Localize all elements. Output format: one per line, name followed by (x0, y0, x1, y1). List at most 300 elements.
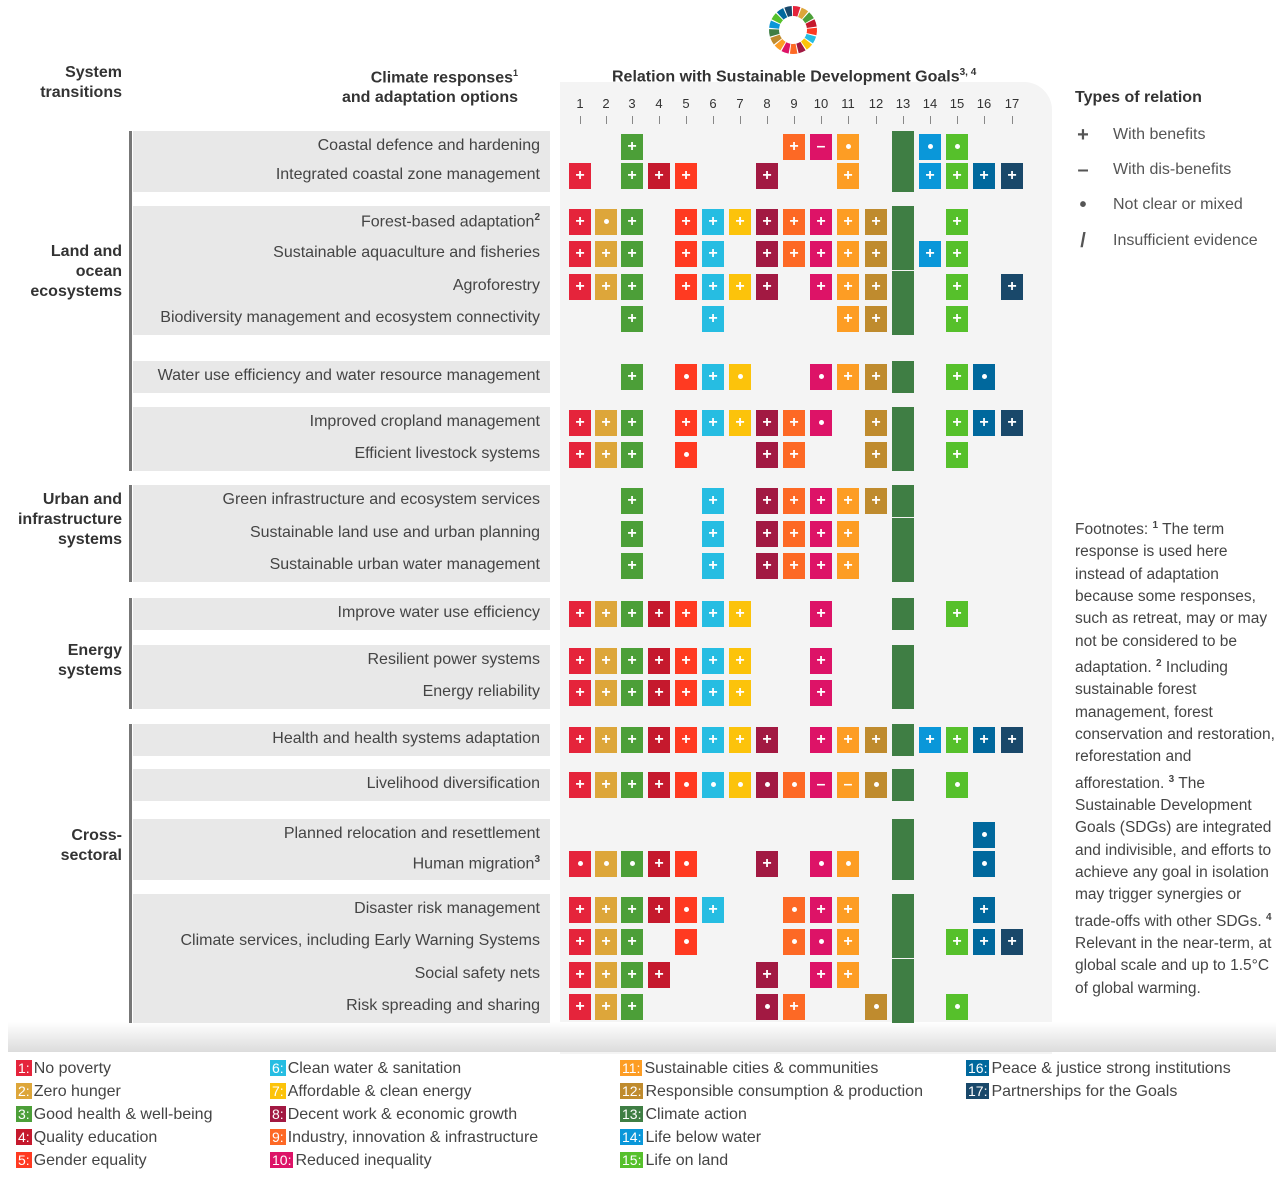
relation-cell-sdg12: + (865, 727, 887, 753)
relation-cell-sdg9: + (783, 410, 805, 436)
footnote-number: 3 (1168, 773, 1175, 785)
goal-number-11: 11 (841, 96, 855, 111)
relation-cell-sdg3: + (621, 553, 643, 579)
relation-cell-sdg13 (892, 848, 914, 880)
relation-cell-sdg13 (892, 991, 914, 1023)
sdg-key-label: Climate action (645, 1106, 747, 1123)
relation-cell-sdg8 (756, 994, 778, 1020)
goal-tick (794, 116, 795, 124)
relation-cell-sdg17: + (1001, 727, 1023, 753)
relation-cell-sdg9 (783, 929, 805, 955)
relation-cell-sdg1: + (569, 442, 591, 468)
relation-cell-sdg1: + (569, 897, 591, 923)
relation-cell-sdg13 (892, 959, 914, 991)
relation-cell-sdg2: + (595, 241, 617, 267)
footnotes (1075, 515, 1275, 1000)
relation-cell-sdg5: + (675, 241, 697, 267)
relation-cell-sdg13 (892, 769, 914, 801)
relation-cell-sdg3: + (621, 410, 643, 436)
sdg-key-swatch: 11: (622, 1060, 641, 1076)
sdg-key-swatch: 17: (968, 1083, 988, 1099)
goal-tick (930, 116, 931, 124)
sdg-key-item (270, 1106, 517, 1124)
row-label (223, 491, 540, 509)
relation-cell-sdg8: + (756, 488, 778, 514)
row-label-text: Improve water use efficiency (337, 604, 540, 621)
relation-cell-sdg10: + (810, 680, 832, 706)
relation-cell-sdg10: + (810, 727, 832, 753)
sdg-key-item (966, 1060, 1231, 1078)
category-bar (129, 131, 132, 471)
relation-label: With dis-benefits (1113, 161, 1232, 178)
relation-cell-sdg9 (783, 772, 805, 798)
mixed-dot (955, 144, 960, 149)
footnote-number: 1 (1152, 520, 1159, 531)
relation-cell-sdg7: + (729, 209, 751, 235)
mixed-dot (982, 832, 987, 837)
relation-cell-sdg3 (621, 851, 643, 877)
relation-cell-sdg5 (675, 442, 697, 468)
relation-cell-sdg10: + (810, 553, 832, 579)
row-label-text: Social safety nets (414, 965, 540, 982)
relation-cell-sdg10: + (810, 897, 832, 923)
relation-cell-sdg15 (946, 994, 968, 1020)
mixed-dot (604, 861, 609, 866)
row-label-text: Efficient livestock systems (354, 445, 540, 462)
relation-cell-sdg3: + (621, 680, 643, 706)
relation-cell-sdg6: + (702, 601, 724, 627)
relation-cell-sdg8: + (756, 962, 778, 988)
relation-cell-sdg11: + (837, 929, 859, 955)
mixed-dot (846, 861, 851, 866)
goal-number-3: 3 (628, 96, 636, 111)
row-label-text: Livelihood diversification (366, 775, 540, 792)
sdg-key-swatch: 6: (272, 1060, 284, 1076)
relation-cell-sdg3: + (621, 163, 643, 189)
row-label (310, 413, 540, 431)
row-label (338, 604, 540, 622)
relation-cell-sdg5 (675, 851, 697, 877)
row-label-text: Sustainable aquaculture and fisheries (273, 244, 540, 261)
goal-tick (984, 116, 985, 124)
relation-cell-sdg13 (892, 518, 914, 550)
goal-number-5: 5 (682, 96, 690, 111)
goal-number-14: 14 (922, 96, 938, 111)
category-bar (129, 724, 132, 1023)
goal-number-7: 7 (736, 96, 744, 111)
mixed-dot (604, 219, 609, 224)
relation-cell-sdg13 (892, 819, 914, 851)
relation-cell-sdg3: + (621, 648, 643, 674)
relation-cell-sdg10: + (810, 962, 832, 988)
relation-cell-sdg2: + (595, 929, 617, 955)
goal-number-1: 1 (576, 96, 584, 111)
relation-cell-sdg14 (919, 134, 941, 160)
relation-cell-sdg1: + (569, 772, 591, 798)
goal-tick (1012, 116, 1013, 124)
sdg-key-item (270, 1060, 461, 1078)
goal-tick (606, 116, 607, 124)
relation-cell-sdg4: + (648, 648, 670, 674)
relation-cell-sdg3: + (621, 488, 643, 514)
relation-cell-sdg15 (946, 134, 968, 160)
goal-tick (767, 116, 768, 124)
relation-cell-sdg17: + (1001, 929, 1023, 955)
relation-cell-sdg17: + (1001, 410, 1023, 436)
sdg-key-swatch: 9: (272, 1129, 284, 1145)
sdg-key-label: No poverty (33, 1060, 112, 1077)
relation-cell-sdg6: + (702, 648, 724, 674)
relation-cell-sdg3: + (621, 962, 643, 988)
goal-tick (632, 116, 633, 124)
footnote-ref: 3 (534, 854, 540, 865)
relation-cell-sdg2: + (595, 274, 617, 300)
mixed-dot (765, 782, 770, 787)
relation-cell-sdg8: + (756, 274, 778, 300)
relation-cell-sdg7: + (729, 648, 751, 674)
footnote-text: The term response is used here instead of adaptation because some responses, such as retreat, may or may not be considered to be adaptation. (1075, 521, 1268, 677)
relation-cell-sdg8: + (756, 163, 778, 189)
row-label (180, 932, 540, 950)
relation-cell-sdg10: + (810, 601, 832, 627)
relation-cell-sdg3: + (621, 727, 643, 753)
relation-cell-sdg3: + (621, 994, 643, 1020)
relation-cell-sdg17: + (1001, 163, 1023, 189)
sdg-relation-header (612, 63, 976, 87)
relation-cell-sdg15: + (946, 306, 968, 332)
row-label-text: Coastal defence and hardening (317, 137, 540, 154)
goal-tick (876, 116, 877, 124)
sdg-key-item (620, 1152, 728, 1170)
sdg-key-swatch: 1: (18, 1060, 30, 1076)
relation-cell-sdg4: + (648, 897, 670, 923)
sdg-wheel-segment (790, 44, 798, 54)
relation-cell-sdg5 (675, 772, 697, 798)
row-label-text: Integrated coastal zone management (275, 166, 540, 183)
relation-cell-sdg10: + (810, 521, 832, 547)
sdg-key-item (270, 1083, 472, 1101)
mixed-dot (874, 782, 879, 787)
row-label (284, 825, 540, 843)
relation-cell-sdg14: + (919, 241, 941, 267)
relation-cell-sdg8: + (756, 851, 778, 877)
relation-cell-sdg7: + (729, 274, 751, 300)
relation-cell-sdg12: + (865, 306, 887, 332)
relation-cell-sdg7 (729, 772, 751, 798)
row-label-text: Resilient power systems (367, 651, 540, 668)
mixed-dot (846, 144, 851, 149)
relation-cell-sdg5: + (675, 209, 697, 235)
sdg-key-swatch: 16: (968, 1060, 988, 1076)
goal-number-12: 12 (868, 96, 884, 111)
sdg-key-item (16, 1083, 121, 1101)
relation-cell-sdg12: + (865, 442, 887, 468)
row-label-text: Forest-based adaptation (360, 213, 535, 231)
sdg-key-swatch: 13: (622, 1106, 642, 1122)
row-label (361, 212, 540, 231)
relation-cell-sdg16: + (973, 410, 995, 436)
category-bar (129, 598, 132, 709)
goal-number-8: 8 (763, 96, 771, 111)
sdg-key-item (16, 1129, 157, 1147)
goal-number-2: 2 (602, 96, 610, 111)
relation-cell-sdg14: + (919, 727, 941, 753)
relation-cell-sdg2: + (595, 727, 617, 753)
relation-cell-sdg5: + (675, 163, 697, 189)
relation-cell-sdg12 (865, 994, 887, 1020)
relation-cell-sdg13 (892, 677, 914, 709)
sdg-key-swatch: 15: (622, 1152, 642, 1168)
goal-number-17: 17 (1004, 96, 1020, 111)
relation-cell-sdg13 (892, 894, 914, 926)
row-label (415, 965, 540, 983)
sdg-key-swatch: 5: (18, 1152, 30, 1168)
mixed-dot (711, 782, 716, 787)
relation-cell-sdg9: + (783, 241, 805, 267)
sdg-key-item (270, 1129, 538, 1147)
relation-cell-sdg13 (892, 303, 914, 335)
mixed-dot (819, 420, 824, 425)
relation-cell-sdg5 (675, 897, 697, 923)
sdg-key-item (16, 1060, 111, 1078)
relation-cell-sdg11: + (837, 209, 859, 235)
relation-cell-sdg11: – (837, 772, 859, 798)
relation-cell-sdg13 (892, 439, 914, 471)
relation-cell-sdg13 (892, 131, 914, 163)
types-of-relation-header: Types of relation (1075, 89, 1202, 106)
sdg-key-label: Zero hunger (33, 1083, 121, 1100)
row-label (158, 367, 540, 385)
relation-cell-sdg15: + (946, 727, 968, 753)
relation-cell-sdg9: + (783, 488, 805, 514)
row-label-text: Health and health systems adaptation (272, 730, 540, 747)
category-bar (129, 485, 132, 582)
relation-cell-sdg4: + (648, 772, 670, 798)
row-label (453, 277, 540, 295)
relation-cell-sdg6: + (702, 241, 724, 267)
mixed-dot (874, 1004, 879, 1009)
relation-cell-sdg5: + (675, 410, 697, 436)
row-label (250, 524, 540, 542)
relation-cell-sdg13 (892, 361, 914, 393)
row-label-text: Sustainable land use and urban planning (249, 524, 540, 541)
sdg-key-item (270, 1152, 432, 1170)
relation-cell-sdg2: + (595, 897, 617, 923)
system-transitions-header: System transitions (40, 64, 122, 101)
relation-cell-sdg1: + (569, 410, 591, 436)
relation-cell-sdg3: + (621, 364, 643, 390)
mixed-dot (955, 782, 960, 787)
sdg-key-swatch: 4: (18, 1129, 30, 1145)
relation-cell-sdg8 (756, 772, 778, 798)
relation-cell-sdg4: + (648, 727, 670, 753)
row-label-text: Disaster risk management (354, 900, 540, 917)
relation-cell-sdg16 (973, 364, 995, 390)
relation-cell-sdg16: + (973, 929, 995, 955)
sdg-key-label: Peace & justice strong institutions (991, 1060, 1231, 1077)
relation-cell-sdg2: + (595, 410, 617, 436)
relation-cell-sdg13 (892, 550, 914, 582)
relation-cell-sdg10 (810, 364, 832, 390)
relation-cell-sdg3: + (621, 274, 643, 300)
relation-cell-sdg10: – (810, 134, 832, 160)
row-label (273, 244, 540, 262)
goal-number-16: 16 (976, 96, 992, 111)
relation-cell-sdg16: + (973, 897, 995, 923)
footnote-text: Footnotes: (1075, 521, 1153, 539)
relation-cell-sdg13 (892, 598, 914, 630)
mixed-dot (792, 939, 797, 944)
sdg-key-label: Life below water (645, 1129, 762, 1146)
relation-cell-sdg7: + (729, 680, 751, 706)
relation-cell-sdg3: + (621, 306, 643, 332)
relation-cell-sdg1: + (569, 929, 591, 955)
row-label-text: Climate services, including Early Warning Systems (180, 932, 540, 949)
row-label-text: Improved cropland management (309, 413, 540, 430)
row-label-text: Risk spreading and sharing (346, 997, 540, 1014)
relation-cell-sdg10: + (810, 648, 832, 674)
relation-cell-sdg6 (702, 772, 724, 798)
relation-cell-sdg1: + (569, 241, 591, 267)
relation-cell-sdg6: + (702, 306, 724, 332)
sdg-key-label: Life on land (645, 1152, 729, 1169)
relation-cell-sdg5: + (675, 274, 697, 300)
relation-cell-sdg6: + (702, 553, 724, 579)
sdg-key-swatch: 12: (622, 1083, 642, 1099)
relation-cell-sdg2 (595, 209, 617, 235)
relation-cell-sdg10: + (810, 241, 832, 267)
relation-cell-sdg11 (837, 134, 859, 160)
relation-cell-sdg13 (892, 645, 914, 677)
relation-cell-sdg3: + (621, 897, 643, 923)
sdg-key-item (16, 1106, 212, 1124)
goal-number-15: 15 (949, 96, 965, 111)
relation-cell-sdg10: + (810, 274, 832, 300)
relation-cell-sdg4: + (648, 851, 670, 877)
mixed-dot (819, 861, 824, 866)
sdg-key-swatch: 10: (272, 1152, 292, 1168)
sdg-key-label: Responsible consumption & production (645, 1083, 923, 1100)
sdg-key-item (620, 1083, 923, 1101)
relation-cell-sdg6: + (702, 410, 724, 436)
relation-cell-sdg5: + (675, 601, 697, 627)
relation-cell-sdg10 (810, 410, 832, 436)
relation-cell-sdg11 (837, 851, 859, 877)
relation-cell-sdg5 (675, 364, 697, 390)
relation-cell-sdg11: + (837, 241, 859, 267)
relation-cell-sdg3: + (621, 521, 643, 547)
relation-cell-sdg15 (946, 772, 968, 798)
relation-cell-sdg15: + (946, 929, 968, 955)
relation-cell-sdg6: + (702, 897, 724, 923)
goal-tick (848, 116, 849, 124)
row-label-text: Human migration (412, 855, 535, 873)
sdg-key-item (620, 1129, 761, 1147)
sdg-key-label: Quality education (33, 1129, 158, 1146)
sdg-key-label: Industry, innovation & infrastructure (287, 1129, 539, 1146)
row-label (423, 683, 540, 701)
relation-cell-sdg8: + (756, 209, 778, 235)
relation-cell-sdg1: + (569, 994, 591, 1020)
relation-cell-sdg15: + (946, 442, 968, 468)
row-label-text: Planned relocation and resettlement (283, 825, 540, 842)
relation-cell-sdg8: + (756, 241, 778, 267)
relation-cell-sdg3: + (621, 601, 643, 627)
relation-cell-sdg10: + (810, 209, 832, 235)
relation-cell-sdg14: + (919, 163, 941, 189)
row-label (367, 775, 540, 793)
relation-cell-sdg2: + (595, 648, 617, 674)
mixed-dot (819, 374, 824, 379)
relation-cell-sdg3: + (621, 442, 643, 468)
relation-cell-sdg12: + (865, 209, 887, 235)
relation-cell-sdg13 (892, 724, 914, 756)
mixed-dot (792, 782, 797, 787)
sdg-key-swatch: 14: (622, 1129, 642, 1145)
row-label (272, 730, 540, 748)
relation-cell-sdg10 (810, 851, 832, 877)
relation-cell-sdg8: + (756, 553, 778, 579)
relation-cell-sdg11: + (837, 521, 859, 547)
footnote-number: 2 (1156, 657, 1162, 669)
relation-cell-sdg15: + (946, 163, 968, 189)
goal-number-13: 13 (895, 96, 911, 111)
footnote-ref: 2 (534, 212, 540, 223)
row-label (368, 651, 541, 669)
relation-cell-sdg7: + (729, 727, 751, 753)
relation-cell-sdg1: + (569, 209, 591, 235)
relation-cell-sdg16: + (973, 727, 995, 753)
relation-cell-sdg13 (892, 485, 914, 517)
relation-cell-sdg2: + (595, 680, 617, 706)
relation-cell-sdg13 (892, 160, 914, 192)
category-label: Land and ocean ecosystems (30, 243, 122, 300)
goal-number-9: 9 (790, 96, 798, 111)
row-label (354, 900, 540, 918)
goal-tick (740, 116, 741, 124)
relation-cell-sdg7: + (729, 601, 751, 627)
mixed-dot (738, 782, 743, 787)
category-label: Energy systems (57, 642, 122, 679)
relation-cell-sdg11: + (837, 553, 859, 579)
row-label-text: Green infrastructure and ecosystem services (222, 491, 540, 508)
relation-cell-sdg9: + (783, 134, 805, 160)
mixed-dot (578, 861, 583, 866)
mixed-dot (982, 374, 987, 379)
relation-cell-sdg9: + (783, 553, 805, 579)
relation-cell-sdg1: + (569, 274, 591, 300)
goal-tick (659, 116, 660, 124)
sdg-key-label: Decent work & economic growth (287, 1106, 518, 1123)
goal-number-4: 4 (655, 96, 663, 111)
sdg-key-label: Reduced inequality (295, 1152, 432, 1169)
relation-cell-sdg13 (892, 926, 914, 958)
relation-cell-sdg9 (783, 897, 805, 923)
relation-cell-sdg8: + (756, 410, 778, 436)
relation-cell-sdg6: + (702, 364, 724, 390)
goal-tick (713, 116, 714, 124)
relation-cell-sdg2 (595, 851, 617, 877)
relation-cell-sdg15: + (946, 410, 968, 436)
mixed-dot (955, 1004, 960, 1009)
relation-symbol: / (1080, 230, 1086, 252)
sdg-wheel-segment (807, 28, 817, 35)
relation-cell-sdg4: + (648, 601, 670, 627)
sdg-key-item (620, 1106, 747, 1124)
relation-cell-sdg2: + (595, 994, 617, 1020)
relation-cell-sdg9: + (783, 521, 805, 547)
relation-cell-sdg15: + (946, 274, 968, 300)
